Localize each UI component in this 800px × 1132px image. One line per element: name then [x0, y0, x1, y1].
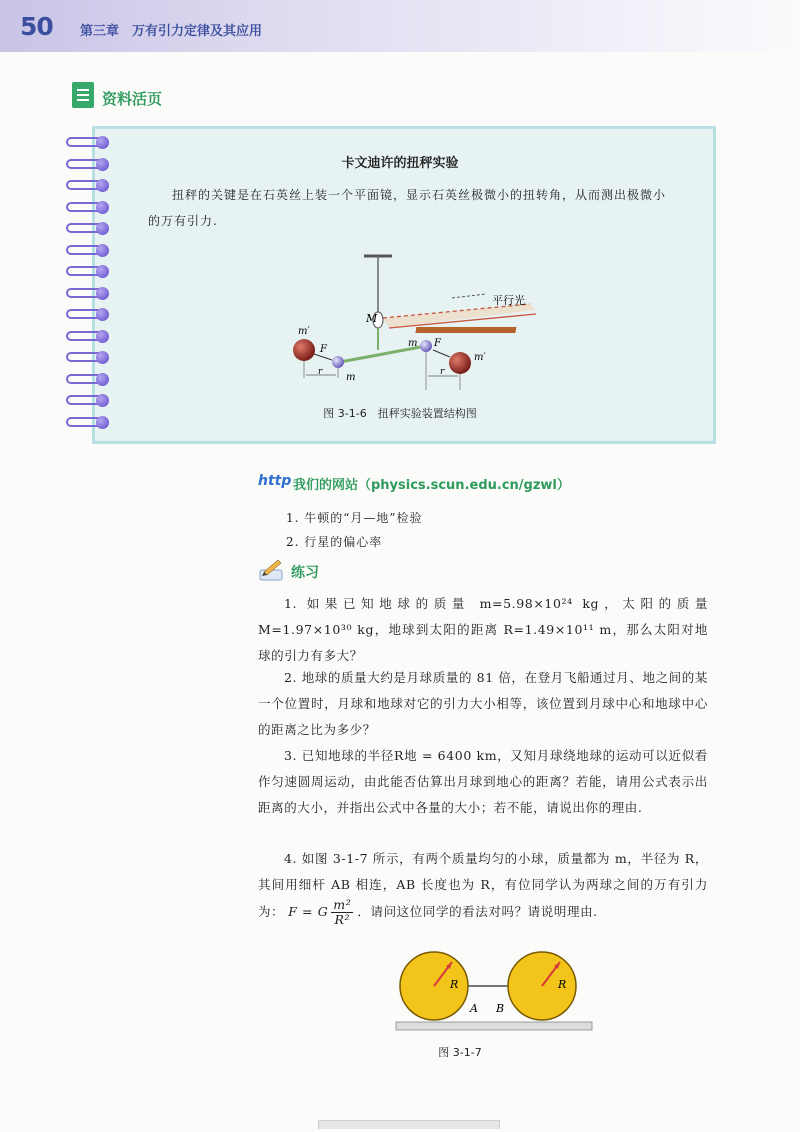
- website-item: 2. 行星的偏心率: [286, 535, 383, 549]
- label-r-right: r: [440, 367, 445, 377]
- page-number: 50: [20, 12, 53, 41]
- label-M: M: [366, 312, 378, 325]
- label-R-left: R: [450, 978, 459, 991]
- label-F-left: F: [320, 344, 327, 355]
- scale-bar: [415, 327, 516, 333]
- exercise-title: 练习: [291, 565, 319, 581]
- torsion-balance-figure: [280, 250, 560, 400]
- page-bottom-tab: [318, 1120, 500, 1129]
- table-surface: [396, 1022, 592, 1030]
- question-1: 1. 如果已知地球的质量 m=5.98×10²⁴ kg，太阳的质量 M=1.97×10³⁰ kg，地球到太阳的距离 R=1.49×10¹¹ m，那么太阳对地球的引力有多大？: [258, 596, 708, 663]
- formula-numerator: m²: [333, 897, 352, 912]
- pencil-icon: [258, 558, 284, 582]
- question-4: [258, 846, 708, 966]
- force-arrow-right: [433, 350, 450, 357]
- website-item: 1. 牛顿的“月—地”检验: [286, 511, 423, 525]
- website-title: 我们的网站（physics.scun.edu.cn/gzwl）: [293, 478, 570, 493]
- binding-ring: [96, 351, 109, 364]
- small-ball-left: [332, 356, 344, 368]
- label-B: B: [496, 1002, 505, 1015]
- question-3: 3. 已知地球的半径R地 = 6400 km，又知月球绕地球的运动可以近似看作匀速圆周运动，由此能否估算出月球到地心的距离？若能，请用公式表示出距离的大小，并指出公式中各量的大小；若不能，请说出你的理由.: [258, 748, 708, 815]
- label-m-left: m: [346, 372, 356, 383]
- figure-caption-3-1-7: 图 3-1-7: [438, 1046, 482, 1059]
- binding-ring: [96, 308, 109, 321]
- binding-ring: [96, 265, 109, 278]
- binding-ring: [96, 373, 109, 386]
- label-F-right: F: [434, 338, 441, 349]
- binding-ring: [96, 136, 109, 149]
- label-R-right: R: [558, 978, 567, 991]
- formula: [288, 898, 353, 927]
- label-A: A: [470, 1002, 478, 1015]
- question-2: 2. 地球的质量大约是月球质量的 81 倍，在登月飞船通过月、地之间的某一个位置时，月球和地球对它的引力大小相等，该位置到月球中心和地球中心的距离之比为多少？: [258, 670, 708, 737]
- panel-text: 扭秤的关键是在石英丝上装一个平面镜，显示石英丝极微小的扭转角，从而测出极微小的万有引力.: [148, 188, 667, 228]
- big-ball-right: [449, 352, 471, 374]
- big-ball-left: [293, 339, 315, 361]
- formula-denominator: R²: [334, 912, 351, 927]
- binding-ring: [96, 244, 109, 257]
- binding-ring: [96, 287, 109, 300]
- http-icon: http: [258, 473, 292, 489]
- binding-ring: [96, 222, 109, 235]
- binding-ring: [96, 330, 109, 343]
- label-parallel-light: 平行光: [492, 294, 525, 307]
- binding-ring: [96, 201, 109, 214]
- two-balls-figure: [394, 950, 594, 1034]
- chapter-title: 第三章 万有引力定律及其应用: [80, 24, 263, 39]
- question-4-text: 4. 如图 3-1-7 所示，有两个质量均匀的小球，质量都为 m，半径为 R，其间用细杆 AB 相连，AB 长度也为 R，有位同学认为两球之间的万有引力为：: [258, 851, 708, 919]
- label-m-right: m: [408, 338, 418, 349]
- binding-ring: [96, 179, 109, 192]
- formula-lhs: F = G: [288, 904, 329, 919]
- label-m-prime-right: m′: [474, 352, 486, 363]
- panel-title: 卡文迪许的扭秤实验: [341, 156, 459, 171]
- label-m-prime-left: m′: [298, 326, 310, 337]
- label-r-left: r: [318, 367, 323, 377]
- section-title: 资料活页: [102, 90, 163, 108]
- notebook-icon: [72, 82, 94, 108]
- small-ball-right: [420, 340, 432, 352]
- page-header: [0, 0, 800, 52]
- question-4-tail: ．请问这位同学的看法对吗？请说明理由.: [357, 904, 598, 919]
- figure-caption-3-1-6: 图 3-1-6 扭秤实验装置结构图: [323, 407, 477, 420]
